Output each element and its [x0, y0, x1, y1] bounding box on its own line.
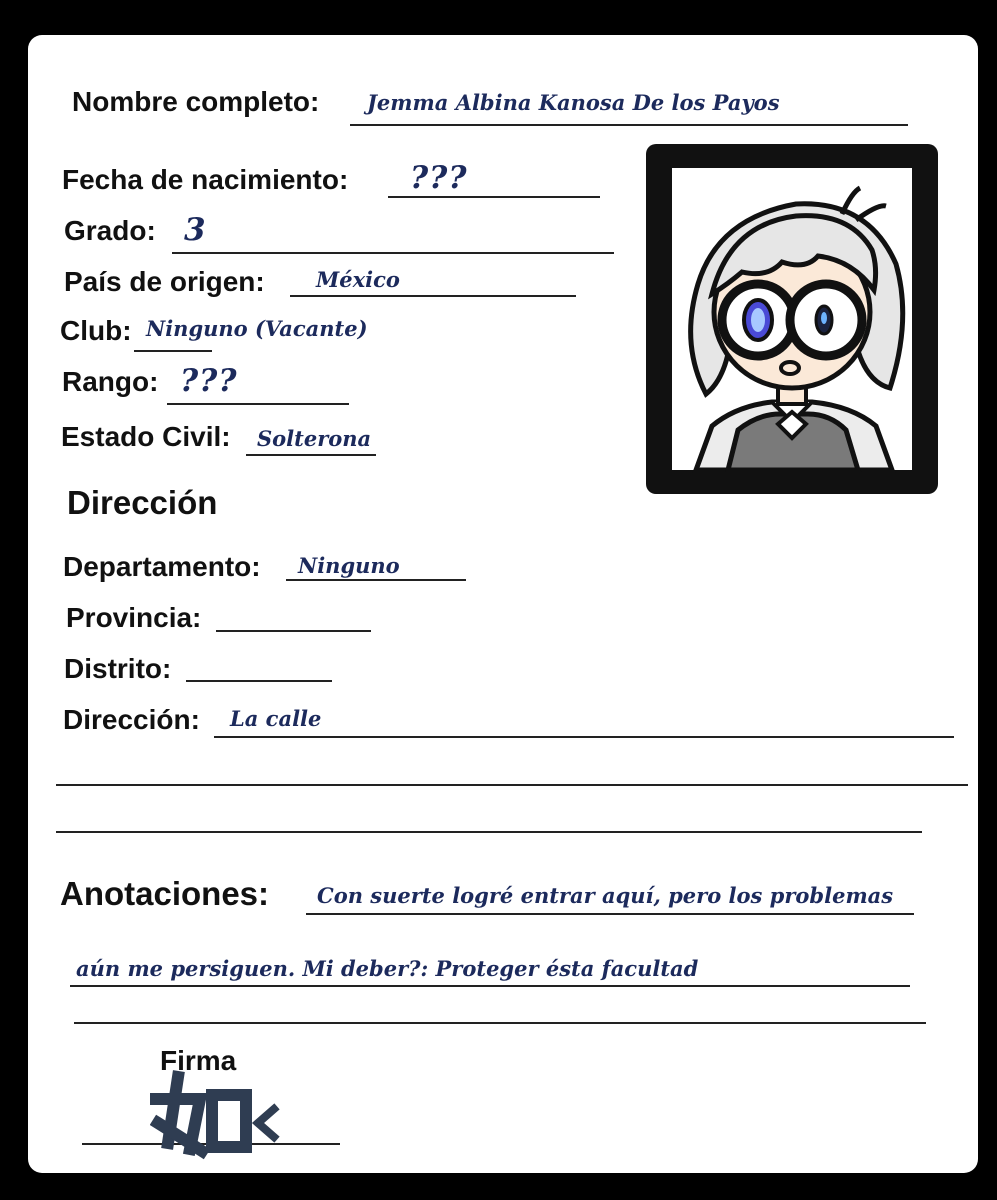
estado-label: Estado Civil: — [61, 421, 231, 452]
nombre-line — [350, 124, 908, 126]
anotaciones-rule-2 — [70, 985, 910, 987]
nombre-value: Jemma Albina Kanosa De los Payos — [367, 90, 780, 115]
fecha-value: ??? — [410, 160, 468, 196]
club-label: Club: — [60, 315, 132, 346]
fecha-label: Fecha de nacimiento: — [62, 164, 349, 195]
nombre-label: Nombre completo: — [72, 86, 320, 117]
direccion-line-1 — [214, 736, 954, 738]
signature — [150, 1065, 280, 1161]
distrito-label: Distrito: — [64, 653, 172, 684]
pais-value: México — [316, 267, 400, 292]
distrito-line — [186, 680, 332, 682]
anotaciones-line2: aún me persiguen. Mi deber?: Proteger ésta facultad — [76, 956, 699, 981]
direccion-label: Dirección: — [63, 704, 200, 735]
firma-label: Firma — [160, 1045, 237, 1076]
grado-label: Grado: — [64, 215, 156, 246]
rango-value: ??? — [180, 363, 238, 399]
departamento-value: Ninguno — [298, 553, 400, 578]
character-portrait — [646, 144, 938, 494]
rango-line — [167, 403, 349, 405]
anotaciones-line1: Con suerte logré entrar aquí, pero los problemas — [317, 883, 894, 908]
provincia-line — [216, 630, 371, 632]
rango-label: Rango: — [62, 366, 159, 397]
anotaciones-rule-3 — [74, 1022, 926, 1024]
direccion-heading: Dirección — [67, 484, 218, 521]
club-value: Ninguno (Vacante) — [146, 316, 368, 341]
pais-label: País de origen: — [64, 266, 265, 297]
grado-line — [172, 252, 614, 254]
direccion-value: La calle — [230, 706, 322, 731]
pais-line — [290, 295, 576, 297]
direccion-line-3 — [56, 831, 922, 833]
departamento-label: Departamento: — [63, 551, 261, 582]
provincia-label: Provincia: — [66, 602, 202, 633]
club-line — [134, 350, 212, 352]
anotaciones-label: Anotaciones: — [60, 875, 270, 912]
fecha-line — [388, 196, 600, 198]
direccion-line-2 — [56, 784, 968, 786]
estado-value: Solterona — [257, 426, 372, 451]
anotaciones-rule-1 — [306, 913, 914, 915]
departamento-line — [286, 579, 466, 581]
estado-line — [246, 454, 376, 456]
grado-value: 3 — [184, 212, 207, 248]
